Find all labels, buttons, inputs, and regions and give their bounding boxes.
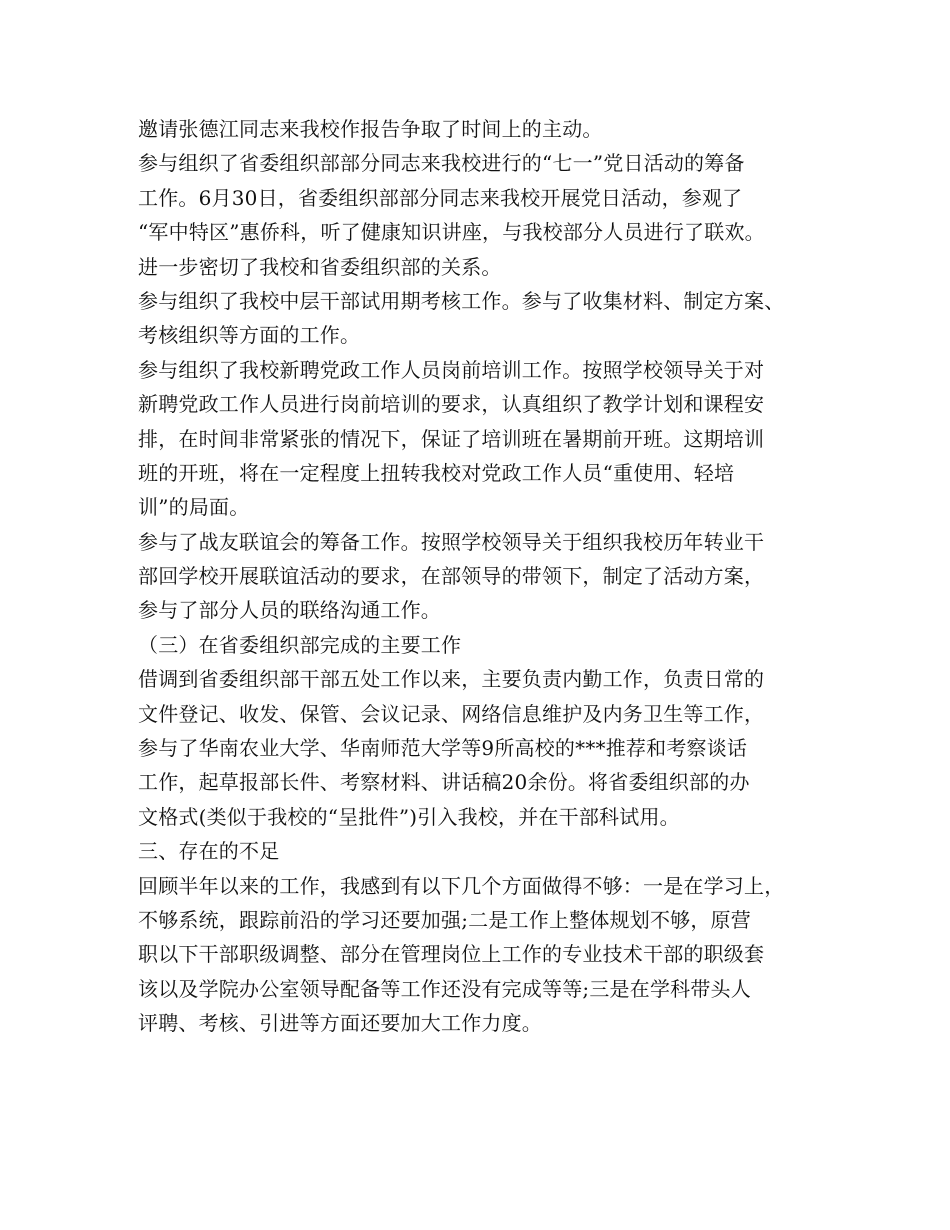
text-line: 参与组织了省委组织部部分同志来我校进行的“七一”党日活动的筹备	[138, 151, 745, 176]
text-line: 参与了战友联谊会的筹备工作。按照学校领导关于组织我校历年转业干	[138, 529, 765, 554]
text-line: 邀请张德江同志来我校作报告争取了时间上的主动。	[138, 117, 603, 141]
text-line: 不够系统，跟踪前沿的学习还要加强;二是工作上整体规划不够，原营	[138, 907, 751, 932]
text-line: “军中特区”惠侨科，听了健康知识讲座，与我校部分人员进行了联欢。	[138, 220, 765, 245]
text-line: 训”的局面。	[138, 495, 250, 520]
text-line: 职以下干部职级调整、部分在管理岗位上工作的专业技术干部的职级套	[138, 942, 765, 967]
text-line: 借调到省委组织部干部五处工作以来，主要负责内勤工作，负责日常的	[138, 667, 765, 692]
text-line: 参与组织了我校新聘党政工作人员岗前培训工作。按照学校领导关于对	[138, 357, 765, 382]
text-line: 参与了部分人员的联络沟通工作。	[138, 598, 441, 623]
text-line: 进一步密切了我校和省委组织部的关系。	[138, 254, 502, 279]
text-line: 部回学校开展联谊活动的要求，在部领导的带领下，制定了活动方案，	[138, 564, 765, 589]
text-line: 文件登记、收发、保管、会议记录、网络信息维护及内务卫生等工作，	[138, 701, 765, 726]
text-line: 该以及学院办公室领导配备等工作还没有完成等等;三是在学科带头人	[138, 976, 751, 1001]
text-line: 工作。6月30日，省委组织部部分同志来我校开展党日活动，参观了	[138, 185, 743, 210]
text-line: 排，在时间非常紧张的情况下，保证了培训班在暑期前开班。这期培训	[138, 426, 765, 451]
section-heading: （三）在省委组织部完成的主要工作	[138, 632, 462, 657]
text-line: 班的开班，将在一定程度上扭转我校对党政工作人员“重使用、轻培	[138, 460, 735, 485]
text-line: 评聘、考核、引进等方面还要加大工作力度。	[138, 1011, 542, 1036]
text-line: 参与组织了我校中层干部试用期考核工作。参与了收集材料、制定方案、	[138, 288, 785, 313]
text-line: 工作，起草报部长件、考察材料、讲话稿20余份。将省委组织部的办	[138, 770, 750, 795]
section-heading: 三、存在的不足	[138, 839, 280, 864]
document-body	[138, 112, 838, 1041]
text-line: 考核组织等方面的工作。	[138, 323, 361, 348]
text-line: 回顾半年以来的工作，我感到有以下几个方面做得不够：一是在学习上，	[138, 873, 785, 898]
text-line: 文格式(类似于我校的“呈批件”)引入我校，并在干部科试用。	[138, 804, 680, 829]
text-line: 新聘党政工作人员进行岗前培训的要求，认真组织了教学计划和课程安	[138, 392, 765, 417]
text-line: 参与了华南农业大学、华南师范大学等9所高校的***推荐和考察谈话	[138, 736, 748, 761]
